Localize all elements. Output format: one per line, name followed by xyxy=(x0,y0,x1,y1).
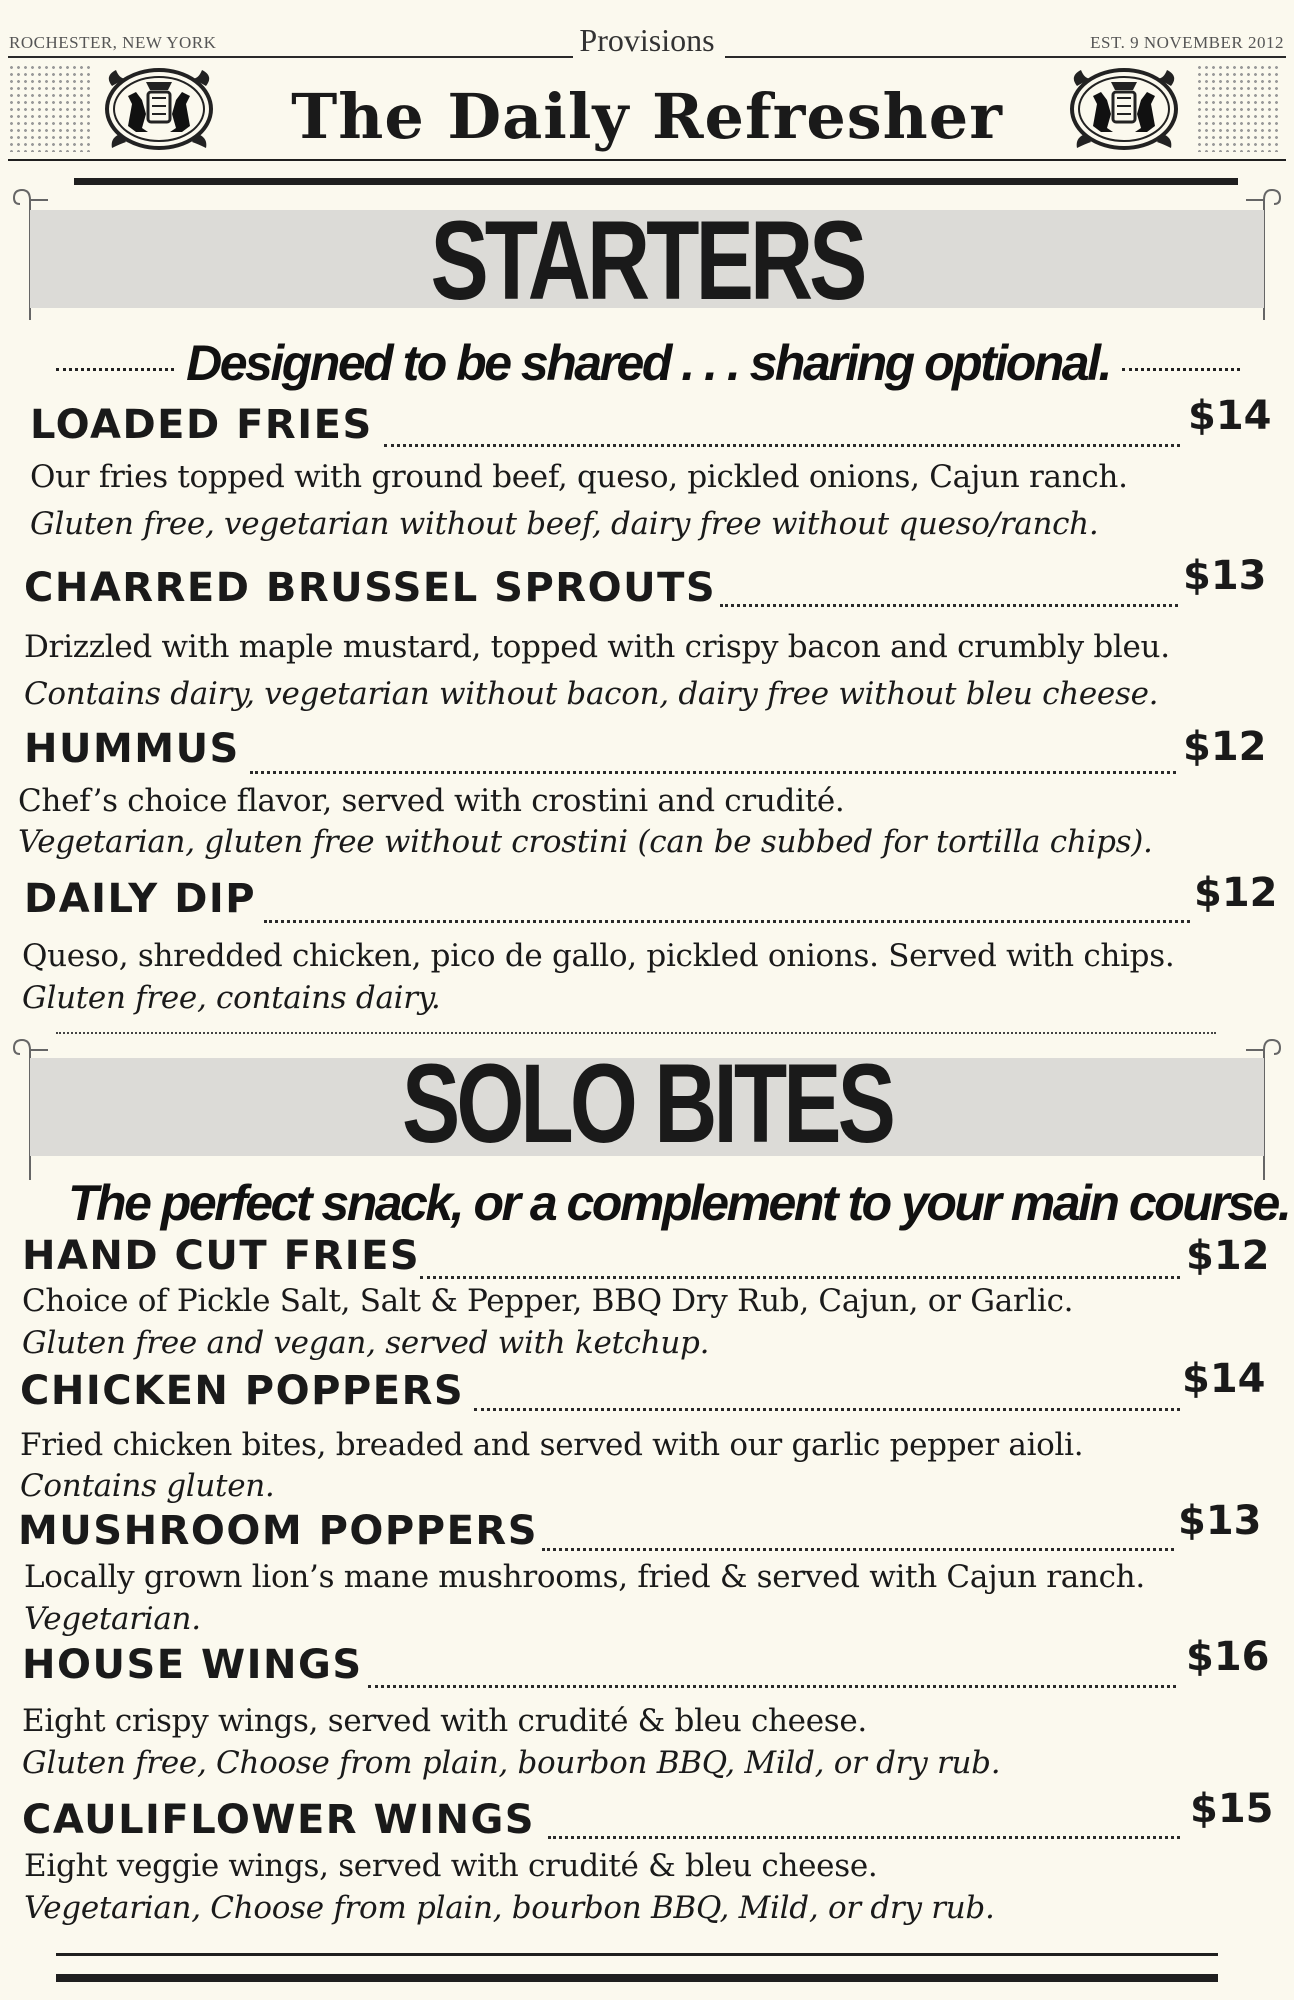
item-leader-dots xyxy=(384,444,1180,447)
item-leader-dots xyxy=(264,920,1190,923)
established-text: EST. 9 NOVEMBER 2012 xyxy=(1090,33,1284,52)
item-description: Locally grown lion’s mane mushrooms, fried & served with Cajun ranch. xyxy=(24,1559,1145,1595)
item-description: Our fries topped with ground beef, queso, pickled onions, Cajun ranch. xyxy=(30,459,1128,495)
item-name: HAND CUT FRIES xyxy=(22,1233,421,1279)
item-description: Eight veggie wings, served with crudité & bleu cheese. xyxy=(24,1848,878,1884)
starters-tagline-row xyxy=(56,335,1240,391)
item-description: Choice of Pickle Salt, Salt & Pepper, BBQ Dry Rub, Cajun, or Garlic. xyxy=(22,1283,1074,1319)
solo-bites-tagline: The perfect snack, or a complement to your main course. xyxy=(68,1175,1290,1231)
item-leader-dots xyxy=(548,1836,1180,1839)
provisions-label: Provisions xyxy=(579,22,715,58)
item-name: CHICKEN POPPERS xyxy=(20,1368,465,1414)
item-leader-dots xyxy=(420,1276,1180,1279)
location-text: ROCHESTER, NEW YORK xyxy=(9,33,217,52)
item-price: $12 xyxy=(1194,870,1278,916)
starters-title: STARTERS xyxy=(430,198,864,323)
item-price: $12 xyxy=(1186,1233,1270,1279)
item-price: $14 xyxy=(1182,1356,1266,1402)
item-description: Chef’s choice flavor, served with crostini and crudité. xyxy=(18,783,845,819)
item-dietary-note: Vegetarian, gluten free without crostini (can be subbed for tortilla chips). xyxy=(18,824,1153,860)
item-price: $15 xyxy=(1190,1786,1274,1832)
item-price: $12 xyxy=(1183,724,1267,770)
item-dietary-note: Gluten free, contains dairy. xyxy=(22,980,441,1016)
item-dietary-note: Gluten free, Choose from plain, bourbon BBQ, Mild, or dry rub. xyxy=(22,1745,1001,1781)
item-leader-dots xyxy=(542,1548,1174,1551)
item-dietary-note: Gluten free and vegan, served with ketchup. xyxy=(22,1325,710,1361)
masthead-thick-rule xyxy=(74,178,1238,185)
masthead-title: The Daily Refresher xyxy=(291,80,1003,153)
item-leader-dots xyxy=(474,1408,1180,1411)
item-name: CAULIFLOWER WINGS xyxy=(22,1797,536,1843)
item-dietary-note: Gluten free, vegetarian without beef, dairy free without queso/ranch. xyxy=(30,506,1099,542)
item-description: Drizzled with maple mustard, topped with crispy bacon and crumbly bleu. xyxy=(24,629,1170,665)
solo-bites-tagline-row xyxy=(56,1175,1290,1231)
footer-rule-thin xyxy=(56,1953,1218,1956)
item-dietary-note: Contains gluten. xyxy=(20,1468,275,1504)
masthead-bottom-rule xyxy=(8,159,1286,161)
tagline-dots-right xyxy=(1122,368,1240,371)
item-leader-dots xyxy=(720,604,1178,607)
tagline-dots-left xyxy=(56,368,174,371)
item-description: Eight crispy wings, served with crudité & bleu cheese. xyxy=(22,1703,867,1739)
item-price: $14 xyxy=(1188,393,1272,439)
item-price: $13 xyxy=(1183,553,1267,599)
item-leader-dots xyxy=(368,1685,1176,1688)
item-price: $13 xyxy=(1178,1498,1262,1544)
item-name: LOADED FRIES xyxy=(30,402,373,448)
section-divider xyxy=(56,1032,1216,1034)
item-name: HUMMUS xyxy=(24,726,240,772)
item-price: $16 xyxy=(1186,1634,1270,1680)
item-dietary-note: Vegetarian, Choose from plain, bourbon BBQ, Mild, or dry rub. xyxy=(24,1890,995,1926)
item-description: Queso, shredded chicken, pico de gallo, pickled onions. Served with chips. xyxy=(22,938,1175,974)
item-name: HOUSE WINGS xyxy=(22,1642,363,1688)
item-leader-dots xyxy=(250,771,1176,774)
item-dietary-note: Vegetarian. xyxy=(24,1601,201,1637)
starters-tagline: Designed to be shared . . . sharing optional. xyxy=(186,335,1110,391)
item-description: Fried chicken bites, breaded and served with our garlic pepper aioli. xyxy=(20,1427,1084,1463)
item-dietary-note: Contains dairy, vegetarian without bacon, dairy free without bleu cheese. xyxy=(24,676,1159,712)
item-name: DAILY DIP xyxy=(24,876,257,922)
solo-bites-title: SOLO BITES xyxy=(401,1041,893,1166)
item-name: MUSHROOM POPPERS xyxy=(18,1508,538,1554)
footer-rule-thick xyxy=(56,1974,1218,1982)
item-name: CHARRED BRUSSEL SPROUTS xyxy=(24,565,717,611)
